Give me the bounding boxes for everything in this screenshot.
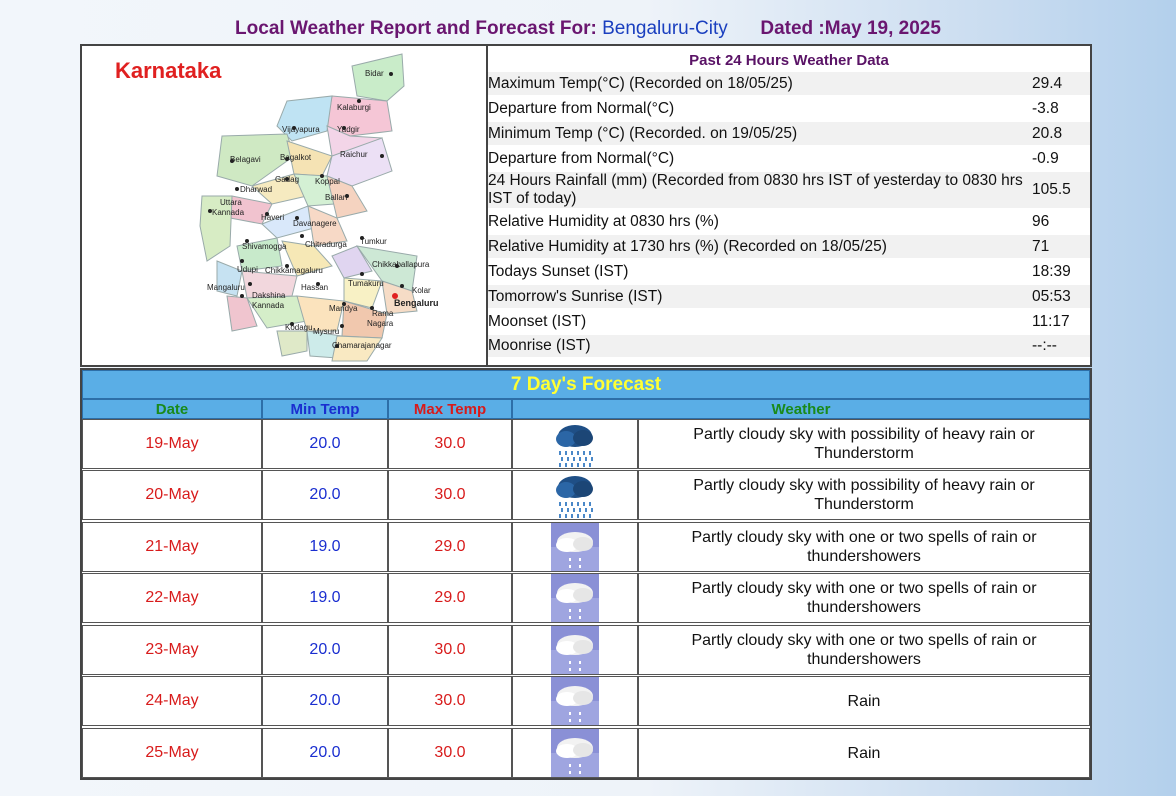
past-row-label: Maximum Temp(°C) (Recorded on 18/05/25) [488,74,793,92]
svg-text:Koppal: Koppal [315,177,340,186]
past-row-value: 18:39 [1032,262,1071,280]
past-row-value: -0.9 [1032,149,1059,167]
svg-text:Tumkur: Tumkur [360,237,387,246]
past-row-label: Departure from Normal(°C) [488,99,675,117]
past-row [488,260,1090,285]
heavy-rain-thunder-icon [512,419,638,469]
past-row-label: Relative Humidity at 1730 hrs (%) (Recorded on 18/05/25) [488,237,887,255]
past-row [488,210,1090,235]
forecast-table [80,368,1092,780]
past-row [488,147,1090,172]
forecast-row [82,419,1090,469]
forecast-weather-text: Partly cloudy sky with possibility of heavy rain or Thunderstorm [638,419,1090,469]
svg-text:Bidar: Bidar [365,69,384,78]
forecast-max-temp: 30.0 [388,470,512,520]
svg-text:Chikkamagaluru: Chikkamagaluru [265,266,323,275]
page-title [0,18,1176,40]
past-row-label: Minimum Temp (°C) (Recorded. on 19/05/25) [488,124,798,142]
forecast-min-temp: 19.0 [262,522,388,572]
svg-text:Dakshina: Dakshina [252,291,286,300]
svg-text:Kodagu: Kodagu [285,323,313,332]
svg-text:Dharwad: Dharwad [240,185,273,194]
past-row-label: Todays Sunset (IST) [488,262,629,280]
past-row-label: Moonset (IST) [488,312,587,330]
forecast-min-temp: 19.0 [262,573,388,623]
past-row-value: 96 [1032,212,1050,230]
past-row [488,310,1090,335]
past-row-label: Tomorrow's Sunrise (IST) [488,287,663,305]
light-rain-cloud-icon [512,625,638,675]
past-row-value: 11:17 [1032,312,1070,330]
forecast-max-temp: 29.0 [388,573,512,623]
past-row-value: 29.4 [1032,74,1063,92]
svg-text:Chamarajanagar: Chamarajanagar [332,341,392,350]
forecast-row [82,522,1090,572]
karnataka-map [82,46,488,365]
forecast-min-temp: 20.0 [262,728,388,778]
svg-text:Udupi: Udupi [237,265,258,274]
svg-text:Ballari: Ballari [325,193,348,202]
svg-text:Tumakuru: Tumakuru [348,279,384,288]
forecast-date: 20-May [82,470,262,520]
forecast-weather-text: Partly cloudy sky with possibility of heavy rain or Thunderstorm [638,470,1090,520]
svg-text:Mandya: Mandya [329,304,358,313]
svg-text:Haveri: Haveri [261,213,285,222]
past-row-value: -3.8 [1032,99,1059,117]
past-row-value: --:-- [1032,337,1057,354]
past-24h-heading: Past 24 Hours Weather Data [689,52,889,69]
svg-text:Raichur: Raichur [340,150,368,159]
forecast-date: 25-May [82,728,262,778]
svg-text:Chikkaballapura: Chikkaballapura [372,260,430,269]
svg-text:Mysuru: Mysuru [313,327,340,336]
forecast-max-temp: 30.0 [388,419,512,469]
forecast-date: 24-May [82,676,262,726]
forecast-date: 23-May [82,625,262,675]
light-rain-cloud-icon [512,728,638,778]
col-weather-header: Weather [512,399,1090,419]
svg-text:Shivamogga: Shivamogga [242,242,287,251]
past-row-label: Moonrise (IST) [488,337,591,354]
past-row-label: 24 Hours Rainfall (mm) (Recorded from 0830 hrs IST of yesterday to 0830 hrs IST of today) [488,172,1023,207]
col-date-header: Date [82,399,262,419]
forecast-row [82,470,1090,520]
light-rain-cloud-icon [512,573,638,623]
svg-text:Chitradurga: Chitradurga [305,240,347,249]
past-row-value: 105.5 [1032,181,1071,198]
past-row [488,97,1090,122]
svg-text:Yadgir: Yadgir [337,125,360,134]
past-row [488,72,1090,97]
svg-text:Mangaluru: Mangaluru [207,283,245,292]
forecast-row [82,676,1090,726]
svg-text:Uttara: Uttara [220,198,242,207]
forecast-max-temp: 30.0 [388,728,512,778]
forecast-min-temp: 20.0 [262,419,388,469]
forecast-date: 21-May [82,522,262,572]
forecast-weather-text: Partly cloudy sky with one or two spells of rain or thundershowers [638,522,1090,572]
forecast-row [82,728,1090,778]
svg-text:Bengaluru: Bengaluru [394,298,439,308]
svg-text:Vijayapura: Vijayapura [282,125,320,134]
past-row-value: 20.8 [1032,124,1063,142]
past-row-label: Departure from Normal(°C) [488,149,675,167]
summary-panel [80,44,1092,367]
forecast-weather-text: Rain [638,676,1090,726]
heavy-rain-thunder-icon [512,470,638,520]
past-row-value: 71 [1032,237,1050,255]
svg-text:Kannada: Kannada [252,301,285,310]
forecast-max-temp: 30.0 [388,625,512,675]
report-date: Dated :May 19, 2025 [760,18,941,39]
svg-text:Kolar: Kolar [412,286,431,295]
svg-text:Bagalkot: Bagalkot [280,153,312,162]
svg-text:Davanagere: Davanagere [293,219,337,228]
past-row [488,235,1090,260]
col-min-header: Min Temp [262,399,388,419]
past-row [488,285,1090,310]
forecast-min-temp: 20.0 [262,676,388,726]
map-graphic [82,46,486,365]
forecast-min-temp: 20.0 [262,470,388,520]
forecast-row [82,573,1090,623]
city-name: Bengaluru-City [602,18,728,39]
forecast-max-temp: 30.0 [388,676,512,726]
svg-text:Kannada: Kannada [212,208,245,217]
col-max-header: Max Temp [388,399,512,419]
past-row-value: 05:53 [1032,287,1071,305]
map-state-title: Karnataka [115,58,222,83]
svg-text:Rama: Rama [372,309,394,318]
forecast-row [82,625,1090,675]
svg-text:Belagavi: Belagavi [230,155,261,164]
past-row-label: Relative Humidity at 0830 hrs (%) [488,212,719,230]
past-row [488,122,1090,147]
past-24h-table [488,46,1090,365]
forecast-title: 7 Day's Forecast [82,370,1090,399]
svg-text:Kalaburgi: Kalaburgi [337,103,371,112]
forecast-weather-text: Partly cloudy sky with one or two spells of rain or thundershowers [638,625,1090,675]
svg-text:Gadag: Gadag [275,175,300,184]
forecast-min-temp: 20.0 [262,625,388,675]
forecast-weather-text: Partly cloudy sky with one or two spells of rain or thundershowers [638,573,1090,623]
title-prefix: Local Weather Report and Forecast For: [235,18,597,39]
forecast-date: 22-May [82,573,262,623]
forecast-date: 19-May [82,419,262,469]
svg-text:Hassan: Hassan [301,283,329,292]
past-row [488,335,1090,359]
light-rain-cloud-icon [512,522,638,572]
svg-text:Nagara: Nagara [367,319,394,328]
light-rain-cloud-icon [512,676,638,726]
past-row [488,172,1090,210]
forecast-weather-text: Rain [638,728,1090,778]
forecast-max-temp: 29.0 [388,522,512,572]
